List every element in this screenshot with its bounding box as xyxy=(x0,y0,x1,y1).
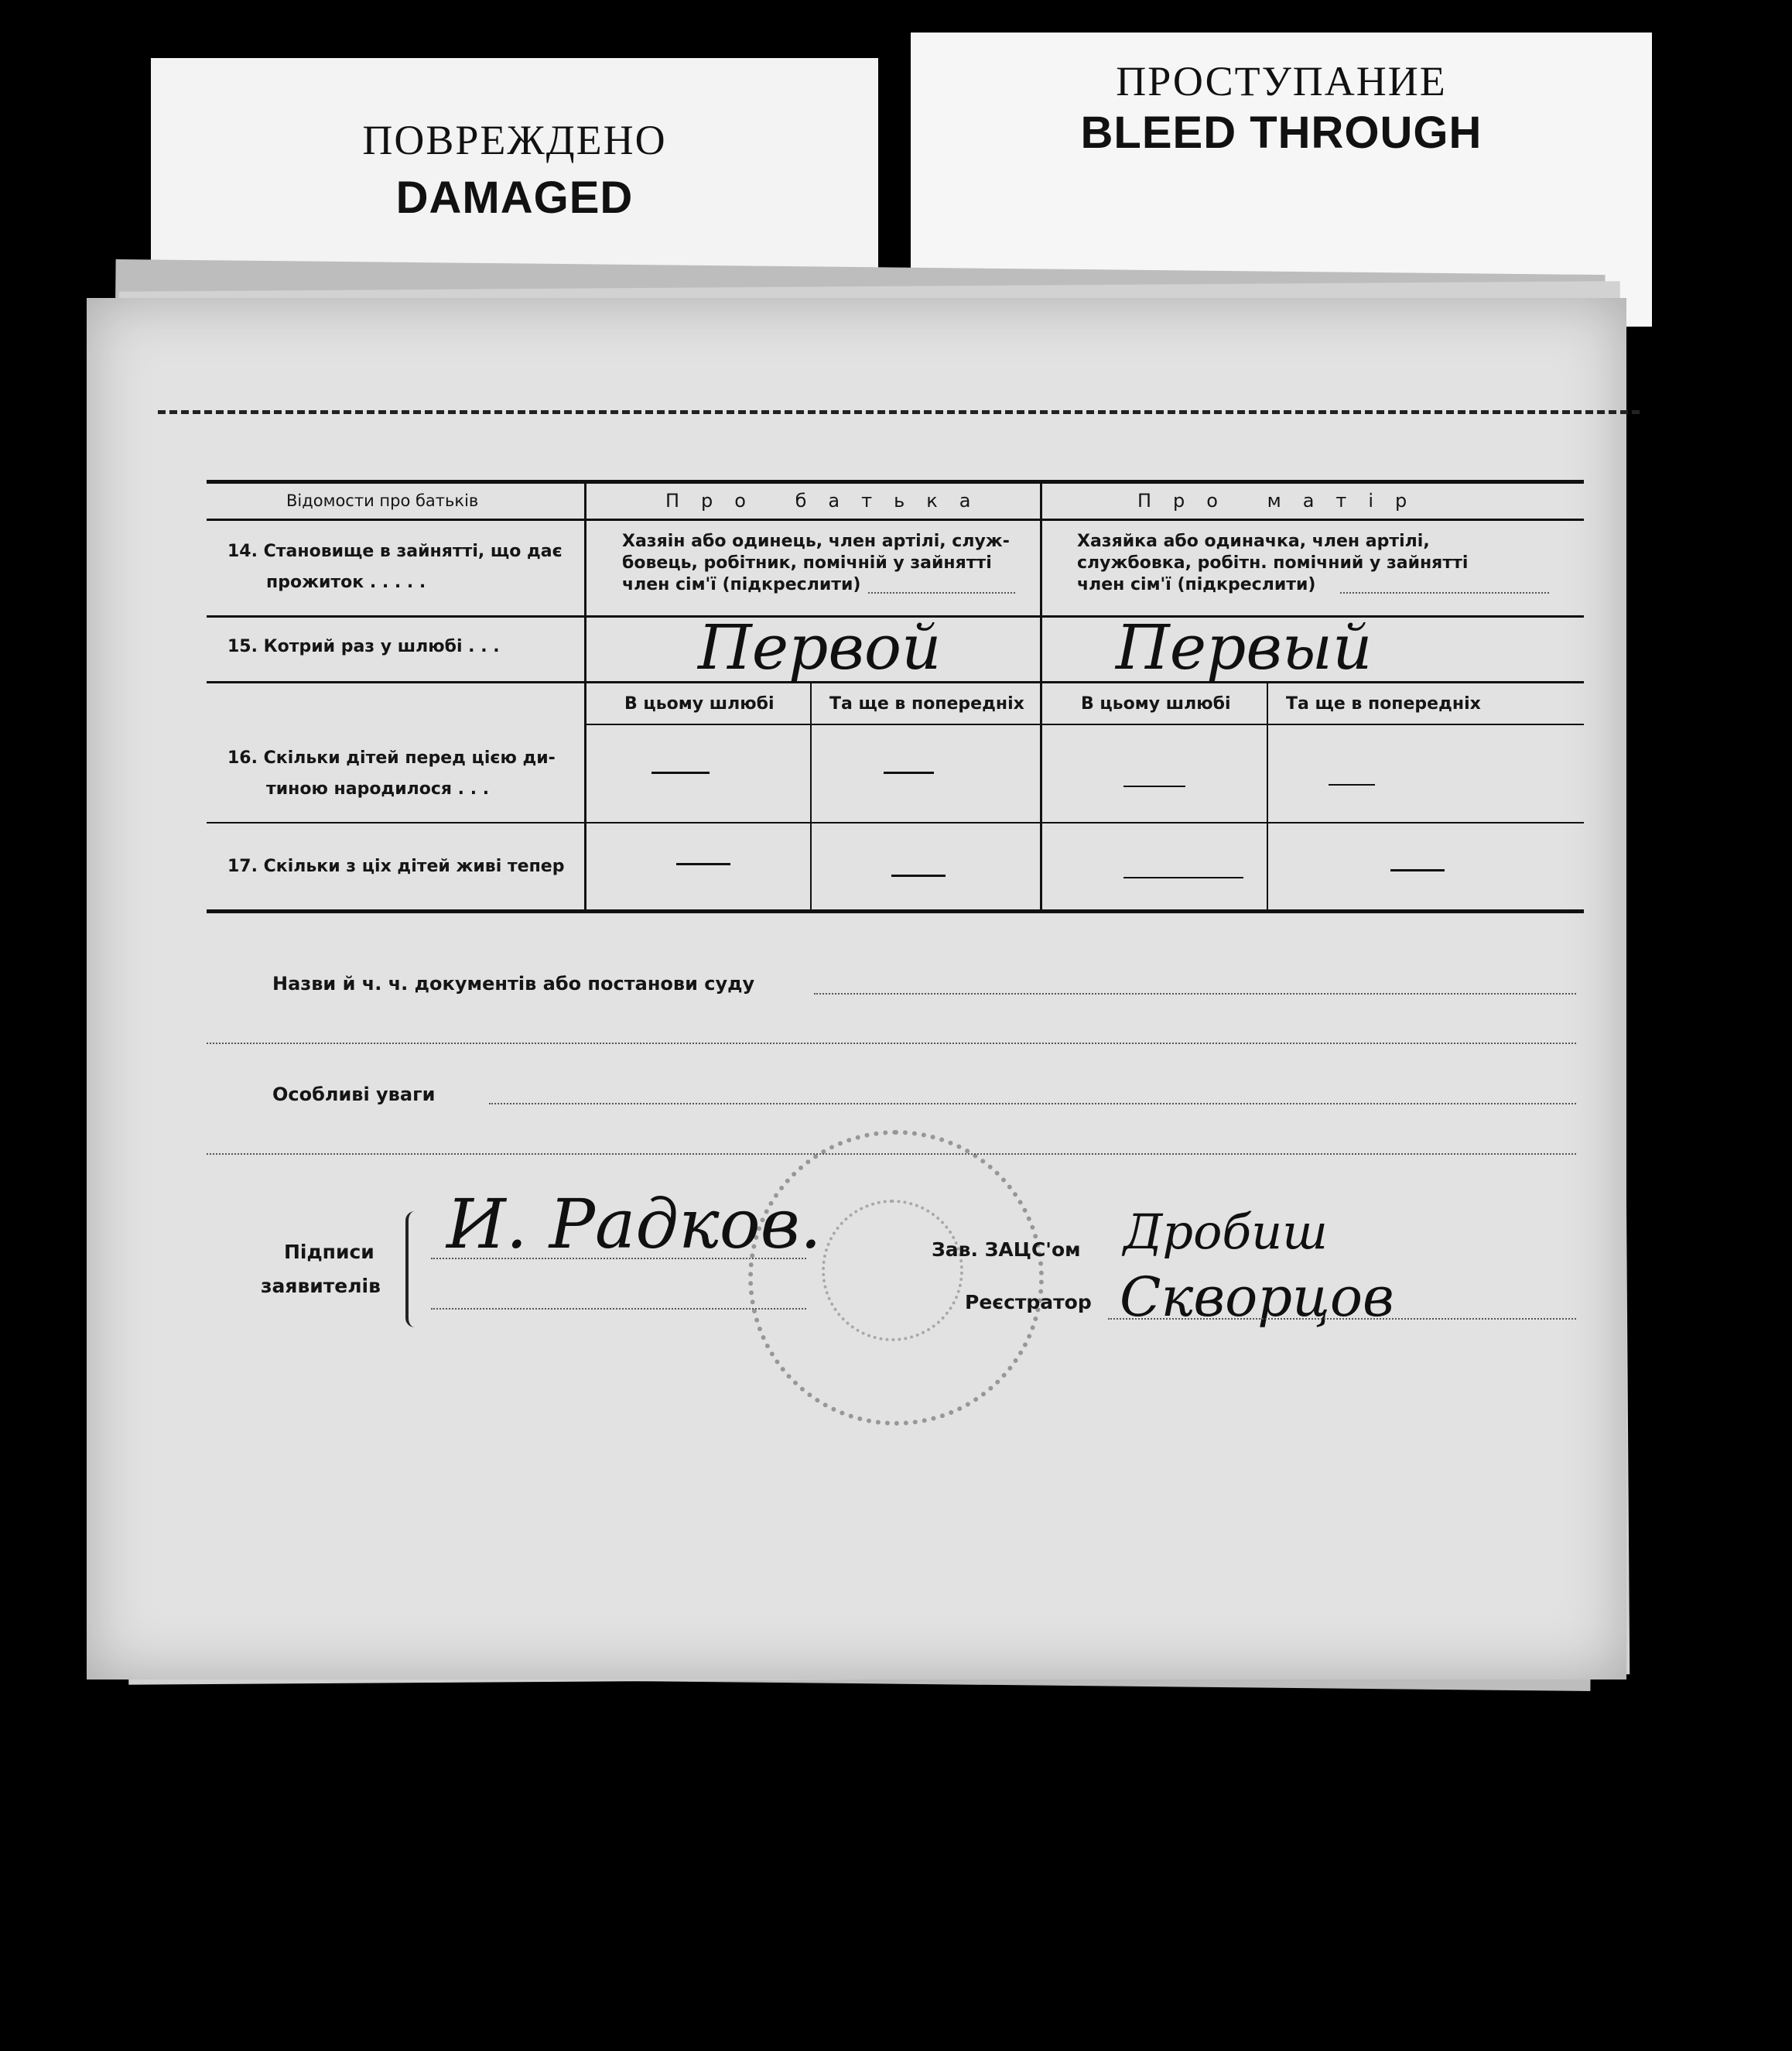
perforation-line xyxy=(158,410,1640,414)
signatures-brace xyxy=(405,1211,422,1327)
row15-father-handwritten: Первой xyxy=(698,611,942,683)
fill-line xyxy=(207,1043,1576,1044)
remarks-label: Особливі уваги xyxy=(272,1084,436,1105)
zags-head-signature: Дробиш xyxy=(1123,1204,1328,1260)
header-about-mother: Про матір xyxy=(1137,490,1429,512)
row17-dash xyxy=(1123,877,1243,878)
damaged-label-ru: ПОВРЕЖДЕНО xyxy=(362,117,667,163)
fill-line xyxy=(814,993,1576,995)
fill-line xyxy=(868,592,1015,594)
registrar-label: Реєстратор xyxy=(965,1291,1092,1313)
row16-label-cont: тиною народилося . . . xyxy=(266,779,490,799)
row14-mother-text: Хазяйка або одиначка, член артілі, xyxy=(1077,532,1430,551)
header-about-father: Про батька xyxy=(665,490,993,512)
zags-head-label: Зав. ЗАЦС'ом xyxy=(932,1238,1081,1261)
subheader-father-this-marriage: В цьому шлюбі xyxy=(624,694,775,714)
row16-dash xyxy=(651,772,710,774)
column-rule xyxy=(1267,683,1268,909)
row14-mother-text: службовка, робітн. помічний у зайнятті xyxy=(1077,553,1469,573)
header-parents-info: Відомости про батьків xyxy=(286,491,479,510)
form-sheet xyxy=(87,298,1626,1679)
row14-label-cont: прожиток . . . . . xyxy=(266,573,426,592)
row14-label: 14. Становище в зайнятті, що дає xyxy=(227,542,563,561)
column-rule xyxy=(584,484,587,909)
damaged-label-en: DAMAGED xyxy=(395,173,634,223)
applicant-signature: И. Радков. xyxy=(446,1184,822,1264)
fill-line xyxy=(431,1308,806,1310)
subheader-mother-this-marriage: В цьому шлюбі xyxy=(1081,694,1231,714)
row16-dash xyxy=(884,772,934,774)
header-rule xyxy=(207,519,1584,521)
registrar-signature: Скворцов xyxy=(1120,1265,1394,1329)
fill-line xyxy=(1108,1318,1576,1320)
row14-father-text: бовець, робітник, помічній у зайнятті xyxy=(622,553,992,573)
column-rule xyxy=(810,683,812,909)
row15-label: 15. Котрий раз у шлюбі . . . xyxy=(227,637,500,656)
fill-line xyxy=(1340,592,1549,594)
row15-mother-handwritten: Первый xyxy=(1116,611,1373,683)
row17-dash xyxy=(891,875,946,877)
row17-dash xyxy=(1390,869,1445,871)
row17-label: 17. Скільки з ціх дітей живі тепер xyxy=(227,857,565,876)
office-seal-inner-ring xyxy=(822,1200,963,1341)
documents-label: Назви й ч. ч. документів або постанови суду xyxy=(272,973,755,995)
row16-dash xyxy=(1123,786,1185,787)
subheader-mother-previous: Та ще в попередніх xyxy=(1286,694,1481,714)
fill-line xyxy=(489,1103,1576,1104)
table-top-rule xyxy=(207,480,1584,484)
row14-father-text: член сім'ї (підкреслити) xyxy=(622,575,861,594)
row16-dash xyxy=(1329,784,1375,786)
row17-dash xyxy=(676,863,730,865)
subheader-father-previous: Та ще в попередніх xyxy=(829,694,1024,714)
subheader-rule xyxy=(586,724,1584,725)
row-rule xyxy=(207,822,1584,823)
bleed-through-label-en: BLEED THROUGH xyxy=(1080,108,1483,158)
row16-label: 16. Скільки дітей перед цією ди- xyxy=(227,748,556,768)
row14-mother-text: член сім'ї (підкреслити) xyxy=(1077,575,1316,594)
signatures-label: Підписи xyxy=(284,1241,374,1263)
row14-father-text: Хазяін або одинець, член артілі, служ- xyxy=(622,532,1010,551)
column-rule xyxy=(1040,484,1042,909)
table-bottom-rule xyxy=(207,909,1584,913)
bleed-through-label-ru: ПРОСТУПАНИЕ xyxy=(1116,58,1447,104)
signatures-label-cont: заявителів xyxy=(261,1275,381,1297)
